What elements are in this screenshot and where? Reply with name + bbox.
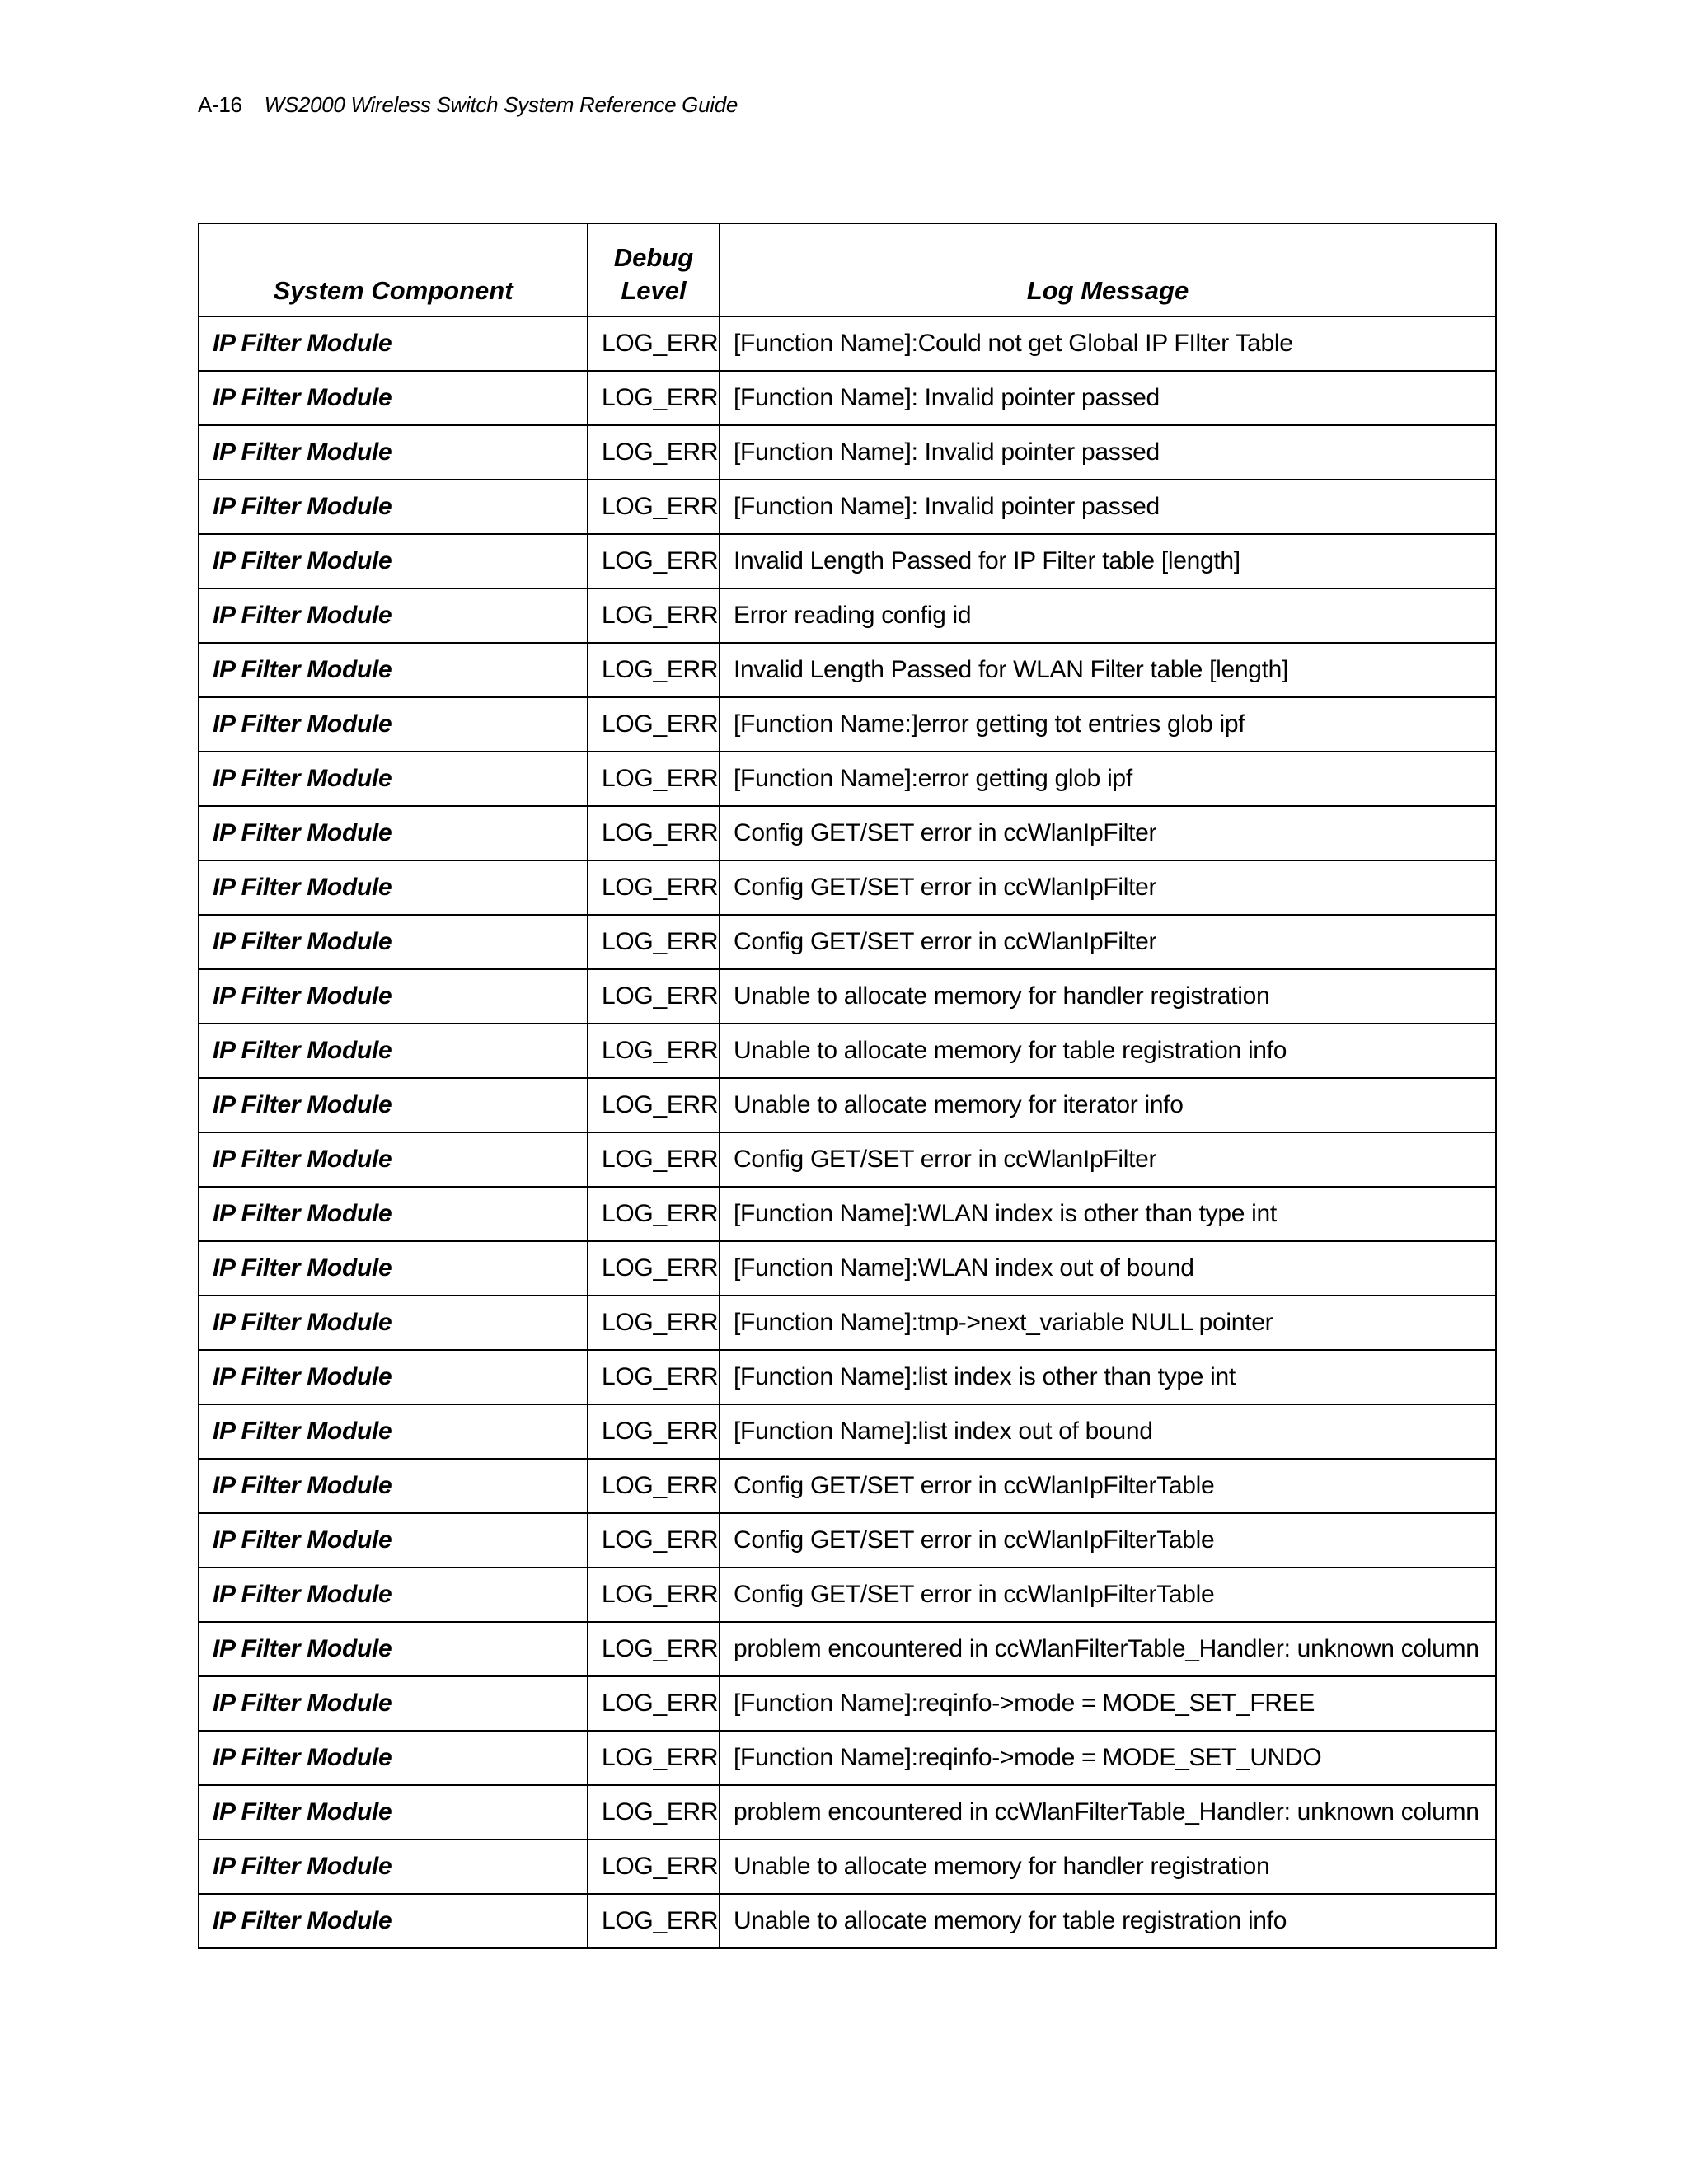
log-message-table [198,223,1497,1949]
cell-debug-level: LOG_ERR [588,806,720,860]
cell-log-message: Config GET/SET error in ccWlanIpFilterTable [720,1513,1496,1568]
table-row [199,752,1496,806]
table-row [199,1513,1496,1568]
cell-debug-level: LOG_ERR [588,1296,720,1350]
table-row [199,860,1496,915]
cell-log-message: Config GET/SET error in ccWlanIpFilter [720,860,1496,915]
cell-log-message: Unable to allocate memory for handler registration [720,1840,1496,1894]
document-title: WS2000 Wireless Switch System Reference Guide [264,92,738,117]
cell-log-message: [Function Name]: Invalid pointer passed [720,425,1496,480]
table-row [199,697,1496,752]
cell-system-component: IP Filter Module [199,915,588,969]
cell-system-component: IP Filter Module [199,1894,588,1948]
table-row [199,534,1496,588]
cell-log-message: [Function Name]: Invalid pointer passed [720,371,1496,425]
cell-debug-level: LOG_ERR [588,316,720,371]
cell-debug-level: LOG_ERR [588,1404,720,1459]
cell-debug-level: LOG_ERR [588,752,720,806]
cell-debug-level: LOG_ERR [588,1187,720,1241]
cell-system-component: IP Filter Module [199,1078,588,1132]
cell-log-message: [Function Name:]error getting tot entries glob ipf [720,697,1496,752]
cell-debug-level: LOG_ERR [588,915,720,969]
cell-system-component: IP Filter Module [199,1132,588,1187]
cell-log-message: [Function Name]: Invalid pointer passed [720,480,1496,534]
table-row [199,643,1496,697]
cell-debug-level: LOG_ERR [588,1132,720,1187]
cell-system-component: IP Filter Module [199,1785,588,1840]
cell-system-component: IP Filter Module [199,316,588,371]
cell-log-message: Unable to allocate memory for iterator info [720,1078,1496,1132]
column-header-debug-level: Debug Level [588,223,720,316]
cell-debug-level: LOG_ERR [588,969,720,1024]
page-number: A-16 [198,92,242,117]
cell-system-component: IP Filter Module [199,1459,588,1513]
cell-debug-level: LOG_ERR [588,1078,720,1132]
cell-debug-level: LOG_ERR [588,1676,720,1731]
cell-system-component: IP Filter Module [199,1513,588,1568]
cell-system-component: IP Filter Module [199,969,588,1024]
cell-system-component: IP Filter Module [199,1568,588,1622]
cell-log-message: Unable to allocate memory for table registration info [720,1024,1496,1078]
table-row [199,1840,1496,1894]
table-row [199,1350,1496,1404]
cell-debug-level: LOG_ERR [588,1894,720,1948]
cell-debug-level: LOG_ERR [588,1024,720,1078]
cell-log-message: [Function Name]:reqinfo->mode = MODE_SET_UNDO [720,1731,1496,1785]
cell-system-component: IP Filter Module [199,1676,588,1731]
cell-system-component: IP Filter Module [199,752,588,806]
cell-system-component: IP Filter Module [199,1622,588,1676]
cell-system-component: IP Filter Module [199,1187,588,1241]
table-row [199,1459,1496,1513]
cell-log-message: [Function Name]:tmp->next_variable NULL pointer [720,1296,1496,1350]
cell-system-component: IP Filter Module [199,1350,588,1404]
cell-debug-level: LOG_ERR [588,1568,720,1622]
cell-log-message: [Function Name]:Could not get Global IP FIlter Table [720,316,1496,371]
cell-system-component: IP Filter Module [199,1296,588,1350]
table-row [199,1676,1496,1731]
cell-system-component: IP Filter Module [199,806,588,860]
cell-debug-level: LOG_ERR [588,1731,720,1785]
table-row [199,480,1496,534]
cell-system-component: IP Filter Module [199,371,588,425]
cell-debug-level: LOG_ERR [588,425,720,480]
cell-debug-level: LOG_ERR [588,588,720,643]
cell-log-message: Invalid Length Passed for WLAN Filter table [length] [720,643,1496,697]
cell-log-message: problem encountered in ccWlanFilterTable_Handler: unknown column [720,1785,1496,1840]
table-row [199,1132,1496,1187]
table-row [199,915,1496,969]
table-row [199,969,1496,1024]
cell-log-message: Config GET/SET error in ccWlanIpFilterTable [720,1568,1496,1622]
cell-system-component: IP Filter Module [199,480,588,534]
cell-log-message: [Function Name]:error getting glob ipf [720,752,1496,806]
cell-log-message: [Function Name]:WLAN index is other than type int [720,1187,1496,1241]
cell-system-component: IP Filter Module [199,1241,588,1296]
table-header-row [199,223,1496,316]
cell-debug-level: LOG_ERR [588,371,720,425]
cell-debug-level: LOG_ERR [588,1785,720,1840]
cell-system-component: IP Filter Module [199,1840,588,1894]
cell-system-component: IP Filter Module [199,1024,588,1078]
cell-log-message: problem encountered in ccWlanFilterTable_Handler: unknown column [720,1622,1496,1676]
table-row [199,316,1496,371]
column-header-system-component: System Component [199,223,588,316]
cell-system-component: IP Filter Module [199,1731,588,1785]
cell-log-message: [Function Name]:reqinfo->mode = MODE_SET_FREE [720,1676,1496,1731]
table-row [199,1241,1496,1296]
table-row [199,1078,1496,1132]
cell-log-message: Config GET/SET error in ccWlanIpFilter [720,806,1496,860]
table-row [199,806,1496,860]
cell-debug-level: LOG_ERR [588,1622,720,1676]
cell-log-message: Config GET/SET error in ccWlanIpFilter [720,915,1496,969]
cell-system-component: IP Filter Module [199,860,588,915]
cell-debug-level: LOG_ERR [588,860,720,915]
cell-log-message: Config GET/SET error in ccWlanIpFilter [720,1132,1496,1187]
table-row [199,1894,1496,1948]
table-row [199,1785,1496,1840]
cell-log-message: Unable to allocate memory for table registration info [720,1894,1496,1948]
table-row [199,1404,1496,1459]
table-row [199,1296,1496,1350]
cell-log-message: [Function Name]:WLAN index out of bound [720,1241,1496,1296]
cell-system-component: IP Filter Module [199,425,588,480]
table-row [199,588,1496,643]
table-row [199,1622,1496,1676]
cell-debug-level: LOG_ERR [588,643,720,697]
cell-debug-level: LOG_ERR [588,534,720,588]
cell-debug-level: LOG_ERR [588,480,720,534]
cell-debug-level: LOG_ERR [588,1840,720,1894]
table-row [199,371,1496,425]
table-body [199,316,1496,1948]
cell-system-component: IP Filter Module [199,643,588,697]
cell-debug-level: LOG_ERR [588,1459,720,1513]
cell-log-message: Error reading config id [720,588,1496,643]
cell-system-component: IP Filter Module [199,534,588,588]
table-row [199,1187,1496,1241]
cell-debug-level: LOG_ERR [588,697,720,752]
cell-log-message: [Function Name]:list index is other than type int [720,1350,1496,1404]
cell-log-message: Invalid Length Passed for IP Filter table [length] [720,534,1496,588]
cell-debug-level: LOG_ERR [588,1241,720,1296]
cell-system-component: IP Filter Module [199,588,588,643]
cell-debug-level: LOG_ERR [588,1350,720,1404]
table-row [199,425,1496,480]
table-row [199,1731,1496,1785]
table-row [199,1568,1496,1622]
cell-system-component: IP Filter Module [199,697,588,752]
cell-log-message: [Function Name]:list index out of bound [720,1404,1496,1459]
column-header-log-message: Log Message [720,223,1496,316]
cell-debug-level: LOG_ERR [588,1513,720,1568]
cell-log-message: Config GET/SET error in ccWlanIpFilterTable [720,1459,1496,1513]
table-row [199,1024,1496,1078]
cell-system-component: IP Filter Module [199,1404,588,1459]
page-header [198,92,738,118]
cell-log-message: Unable to allocate memory for handler registration [720,969,1496,1024]
